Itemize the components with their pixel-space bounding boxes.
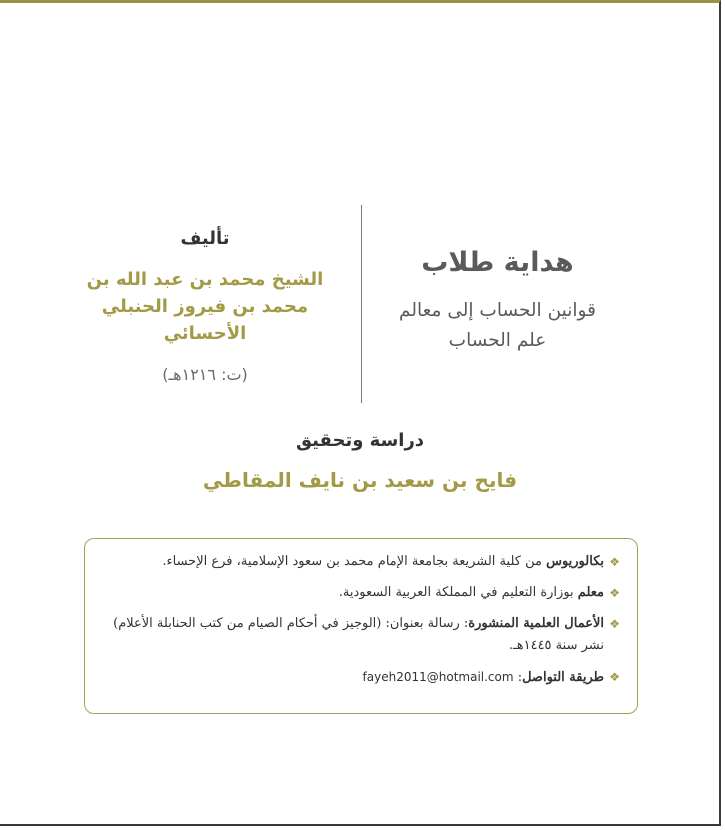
editor-bio-box [84,538,638,714]
author-name-line2: محمد بن فيروز الحنبلي الأحسائي [101,296,309,344]
contact-label: طريقة التواصل [522,670,604,685]
bio-item-label: بكالوريوس [546,554,604,569]
bio-item-continuation: نشر سنة ١٤٤٥هـ. [508,638,604,653]
editor-name: فايح بن سعيد بن نايف المقاطي [202,468,518,492]
book-subtitle-line1: قوانين الحساب إلى معالم [399,300,596,321]
author-death-date: (ت: ١٢١٦هـ) [162,365,248,384]
diamond-dots-icon: ❖ [609,586,620,600]
book-title-block [380,246,615,356]
author-label: تأليف [180,228,230,249]
author-name-line1: الشيخ محمد بن عبد الله بن [86,269,324,290]
diamond-dots-icon: ❖ [609,555,620,569]
study-label: دراسة وتحقيق [295,430,425,451]
bio-item-label: الأعمال العلمية المنشورة [468,616,604,631]
bio-item-text: من كلية الشريعة بجامعة الإمام محمد بن سعود الإسلامية، فرع الإحساء. [162,554,547,569]
contact-separator: : [513,670,523,685]
author-block [60,226,350,386]
contact-email: fayeh2011@hotmail.com [362,670,514,684]
bio-item-degree [102,551,620,573]
bio-item-text: : رسالة بعنوان: (الوجيز في أحكام الصيام من كتب الحنابلة الأعلام) [113,616,469,631]
bio-item-text: بوزارة التعليم في المملكة العربية السعودية. [338,585,578,600]
vertical-divider [361,205,362,403]
book-title: هداية طلاب [421,247,574,278]
diamond-dots-icon: ❖ [609,617,620,631]
bio-item-job [102,582,620,604]
bio-item-label: معلم [577,585,604,600]
book-subtitle-line2: علم الحساب [448,330,547,351]
bio-item-publications [102,613,620,657]
diamond-dots-icon: ❖ [609,670,620,684]
bio-item-contact [102,666,620,689]
study-block [150,428,570,494]
